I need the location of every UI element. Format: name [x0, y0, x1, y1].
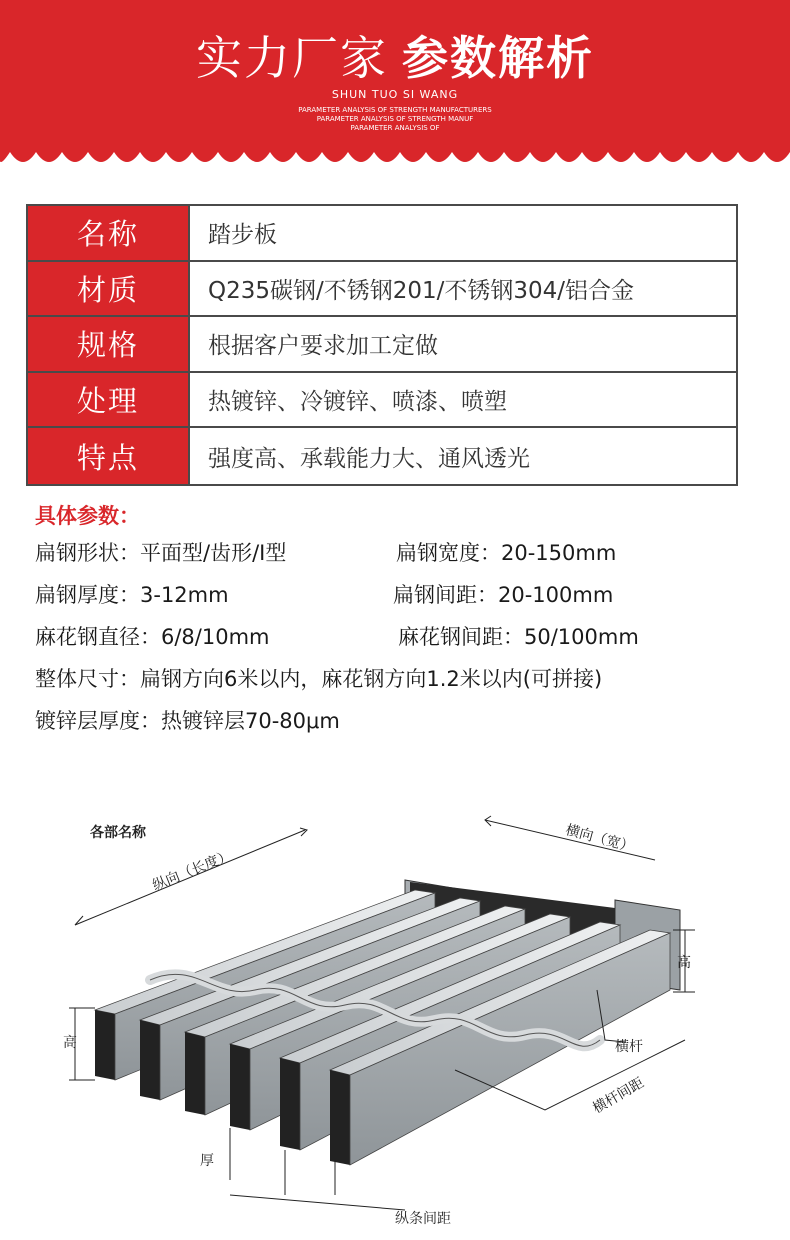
param-overall-size: 整体尺寸：扁钢方向6米以内，麻花钢方向1.2米以内(可拼接) [35, 667, 603, 691]
spec-row [28, 262, 736, 318]
banner-subtitle: SHUN TUO SI WANG [331, 88, 459, 101]
spec-table [26, 204, 738, 486]
diagram-label-height-left: 高 [63, 1035, 77, 1051]
param-flat-shape: 扁钢形状：平面型/齿形/I型 [35, 541, 287, 565]
spec-label: 名称 [28, 206, 190, 260]
banner-small-lines [0, 106, 790, 133]
header-banner [0, 0, 790, 175]
spec-label: 材质 [28, 262, 190, 316]
diagram-label-transverse: 横向（宽） [563, 822, 636, 856]
spec-row [28, 206, 736, 262]
param-galvanize-thickness: 镀锌层厚度：热镀锌层70-80μm [35, 709, 340, 733]
spec-value: Q235碳钢/不锈钢201/不锈钢304/铝合金 [208, 277, 635, 304]
banner-title-part2: 参数解析 [402, 31, 594, 85]
spec-label: 规格 [28, 317, 190, 371]
spec-value: 强度高、承载能力大、通风透光 [208, 445, 530, 472]
grating-drawing [55, 800, 745, 1230]
banner-small-line: PARAMETER ANALYSIS OF STRENGTH MANUF [316, 115, 474, 123]
param-twist-spacing: 麻花钢间距：50/100mm [398, 625, 639, 649]
bearing-bars [95, 890, 670, 1165]
param-twist-diameter: 麻花钢直径：6/8/10mm [35, 625, 270, 649]
banner-small-line: PARAMETER ANALYSIS OF [350, 124, 440, 132]
banner-title-part1: 实力厂家 [196, 31, 388, 85]
diagram-label-bar-spacing: 纵条间距 [395, 1211, 451, 1227]
spec-label: 特点 [28, 428, 190, 484]
params-title: 具体参数： [35, 504, 140, 528]
spec-value: 踏步板 [208, 222, 277, 249]
banner-title [0, 22, 790, 88]
spec-value: 根据客户要求加工定做 [208, 333, 438, 360]
spec-row [28, 317, 736, 373]
spec-row [28, 373, 736, 429]
diagram-label-height-right: 高 [677, 955, 691, 971]
spec-value: 热镀锌、冷镀锌、喷漆、喷塑 [208, 389, 507, 416]
spec-label: 处理 [28, 373, 190, 427]
diagram-label-thickness: 厚 [200, 1153, 214, 1169]
diagram-label-parts: 各部名称 [90, 825, 146, 841]
spec-row [28, 428, 736, 484]
param-flat-width: 扁钢宽度：20-150mm [396, 541, 617, 565]
diagram-label-crossbar-spacing: 横杆间距 [590, 1074, 647, 1117]
banner-small-line: PARAMETER ANALYSIS OF STRENGTH MANUFACTURERS [298, 106, 492, 114]
param-flat-spacing: 扁钢间距：20-100mm [393, 583, 614, 607]
param-flat-thickness: 扁钢厚度：3-12mm [35, 583, 229, 607]
grating-diagram [55, 800, 745, 1230]
diagram-label-crossbar: 横杆 [615, 1039, 643, 1055]
diagram-label-longitudinal: 纵向（长度） [150, 847, 235, 895]
